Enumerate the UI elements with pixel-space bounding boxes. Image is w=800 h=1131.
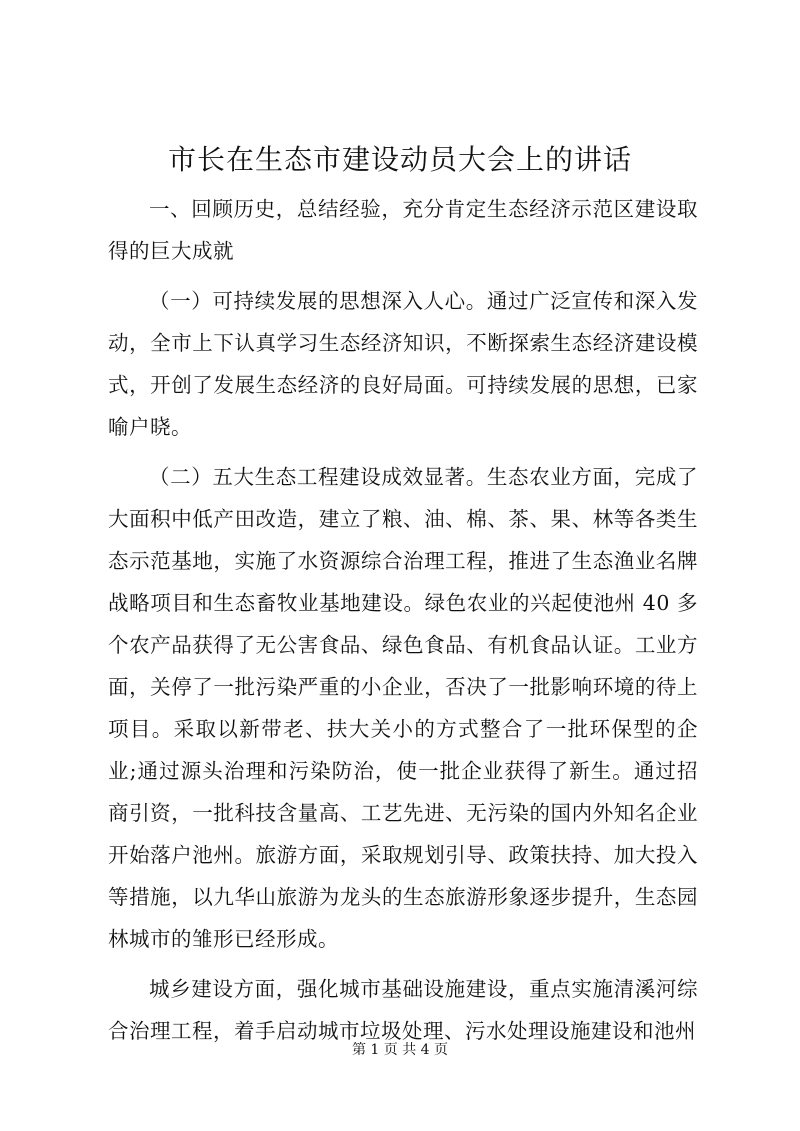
body-paragraph-1: （一）可持续发展的思想深入人心。通过广泛宣传和深入发动，全市上下认真学习生态经济知识，不断探索生态经济建设模式，开创了发展生态经济的良好局面。可持续发展的思想，已家喻户晓。 <box>108 289 698 439</box>
body-paragraph-3: 城乡建设方面，强化城市基础设施建设，重点实施清溪河综合治理工程，着手启动城市垃圾处理、污水处理设施建设和池州 <box>108 977 698 1043</box>
section-heading-paragraph: 一、回顾历史，总结经验，充分肯定生态经济示范区建设取得的巨大成就 <box>108 197 698 263</box>
page-number-footer: 第 1 页 共 4 页 <box>351 1042 449 1058</box>
body-paragraph-2: （二）五大生态工程建设成效显著。生态农业方面，完成了大面积中低产田改造，建立了粮、油、棉、茶、果、林等各类生态示范基地，实施了水资源综合治理工程，推进了生态渔业名牌战略项目和生态畜牧业基地建设。绿色农业的兴起使池州 40 多个农产品获得了无公害食品、绿色食品、有机食品认证。工业方面，关停了一批污染严重的小企业，否决了一批影响环境的待上项目。采取以新带老、扶大关小的方式整合了一批环保型的企业;通过源头治理和污染防治，使一批企业获得了新生。通过招商引资，一批科技含量高、工艺先进、无污染的国内外知名企业开始落户池州。旅游方面，采取规划引导、政策扶持、加大投入等措施，以九华山旅游为龙头的生态旅游形象逐步提升，生态园林城市的雏形已经形成。 <box>108 465 698 951</box>
document-title: 市长在生态市建设动员大会上的讲话 <box>167 143 632 176</box>
document-body <box>108 188 698 1052</box>
